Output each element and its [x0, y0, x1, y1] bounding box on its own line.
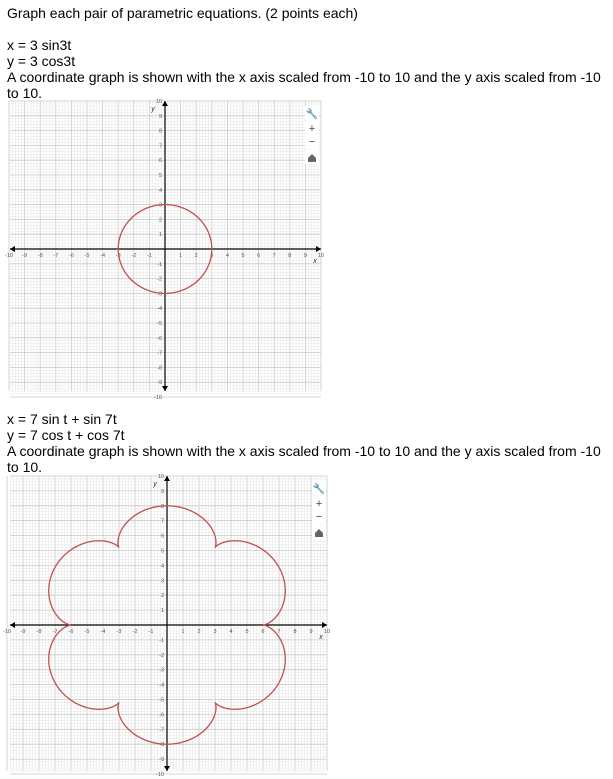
zoom-out-button[interactable] [305, 135, 319, 149]
x-tick-label: -3 [116, 629, 122, 635]
coordinate-graph-1[interactable] [5, 99, 327, 401]
y-tick-label: 10 [155, 99, 162, 105]
y-tick-label: -2 [157, 276, 162, 283]
x-tick-label: 7 [277, 629, 281, 635]
x-axis-label: x [319, 634, 323, 641]
home-button[interactable] [305, 150, 319, 164]
x-tick-label: -10 [5, 253, 13, 259]
zoom-in-button[interactable] [305, 121, 319, 135]
y-tick-label: 8 [160, 503, 164, 510]
x-tick-label: -2 [132, 629, 138, 635]
y-tick-label: -9 [159, 757, 164, 764]
x-tick-label: 10 [317, 253, 325, 259]
y-tick-label: -6 [157, 335, 162, 342]
x-tick-label: 5 [241, 253, 245, 259]
y-tick-label: 3 [158, 202, 162, 209]
x-tick-label: 4 [225, 253, 229, 259]
y-tick-label: -3 [159, 667, 164, 674]
x-tick-label: 9 [303, 253, 307, 259]
x-tick-label: -7 [52, 629, 58, 635]
x-tick-label: -3 [115, 253, 121, 259]
y-tick-label: -8 [157, 365, 162, 372]
zoom-out-label: − [308, 136, 316, 148]
x-tick-label: 4 [229, 629, 233, 635]
y-tick-label: 7 [160, 518, 164, 525]
y-tick-label: -1 [159, 637, 164, 644]
y-tick-label: 9 [160, 488, 164, 495]
y-tick-label: -10 [156, 772, 164, 778]
y-tick-label: 6 [160, 533, 164, 540]
settings-wrench-button[interactable] [305, 106, 319, 120]
y-tick-label: -3 [157, 291, 162, 298]
x-tick-label: 3 [210, 253, 214, 259]
y-tick-label: 4 [160, 563, 164, 570]
equation-x-1: x = 3 sin3t [7, 37, 72, 53]
y-axis-label: y [151, 106, 155, 113]
x-tick-label: -5 [84, 253, 90, 259]
zoom-out-button[interactable] [312, 510, 326, 524]
x-tick-label: 8 [293, 629, 297, 635]
x-tick-label: 1 [179, 253, 183, 259]
y-tick-label: 5 [160, 548, 164, 555]
y-tick-label: 1 [158, 232, 162, 239]
graph-description-1: A coordinate graph is shown with the x axis scaled from -10 to 10 and the y axis scaled from -10 to 10. [7, 69, 601, 101]
y-tick-label: 2 [160, 593, 164, 600]
x-tick-label: 6 [257, 253, 261, 259]
x-tick-label: -6 [68, 629, 74, 635]
x-tick-label: -9 [22, 253, 28, 259]
y-tick-label: -10 [154, 395, 162, 401]
equation-x-2: x = 7 sin t + sin 7t [7, 411, 117, 427]
x-tick-label: -1 [146, 253, 152, 259]
x-tick-label: -1 [148, 629, 154, 635]
equation-y-2: y = 7 cos t + cos 7t [7, 427, 125, 443]
x-tick-label: 1 [181, 629, 185, 635]
y-tick-label: -7 [157, 350, 162, 357]
y-tick-label: -4 [159, 682, 164, 689]
x-tick-label: -9 [20, 629, 26, 635]
y-tick-label: -4 [157, 306, 162, 313]
y-tick-label: 1 [160, 608, 164, 615]
y-tick-label: -1 [157, 261, 162, 268]
x-tick-label: -2 [131, 253, 137, 259]
x-tick-label: -7 [53, 253, 59, 259]
home-button[interactable] [312, 525, 326, 539]
x-tick-label: -4 [100, 629, 106, 635]
wrench-icon: 🔧 [312, 484, 326, 495]
zoom-in-label: + [315, 498, 323, 510]
x-tick-label: 10 [323, 629, 331, 635]
y-tick-label: -6 [159, 712, 164, 719]
x-tick-label: -6 [68, 253, 74, 259]
y-tick-label: -8 [159, 742, 164, 749]
zoom-in-button[interactable] [312, 496, 326, 510]
x-tick-label: 2 [194, 253, 198, 259]
y-tick-label: 7 [158, 143, 162, 150]
x-tick-label: -10 [3, 629, 11, 635]
x-tick-label: 6 [261, 629, 265, 635]
x-tick-label: 3 [213, 629, 217, 635]
x-tick-label: -8 [36, 629, 42, 635]
settings-wrench-button[interactable] [312, 481, 326, 495]
wrench-icon: 🔧 [305, 109, 319, 120]
y-tick-label: -2 [159, 652, 164, 659]
x-tick-label: 2 [197, 629, 201, 635]
zoom-in-label: + [308, 123, 316, 135]
y-tick-label: 6 [158, 158, 162, 165]
y-tick-label: 9 [158, 113, 162, 120]
x-tick-label: -5 [84, 629, 90, 635]
y-axis-label: y [153, 481, 157, 488]
x-tick-label: -8 [37, 253, 43, 259]
y-tick-label: 5 [158, 173, 162, 179]
y-tick-label: -7 [159, 727, 164, 734]
y-tick-label: 3 [160, 578, 164, 585]
y-tick-label: 8 [158, 128, 162, 135]
x-axis-label: x [313, 258, 317, 265]
heading: Graph each pair of parametric equations. (2 points each) [7, 5, 358, 21]
y-tick-label: 10 [157, 474, 164, 480]
x-tick-label: 7 [272, 253, 276, 259]
coordinate-graph-2[interactable] [3, 474, 331, 778]
x-tick-label: 9 [309, 629, 313, 635]
y-tick-label: 4 [158, 187, 162, 194]
zoom-out-label: − [315, 511, 323, 523]
y-tick-label: -5 [157, 321, 162, 327]
x-tick-label: -4 [100, 253, 106, 259]
graph-description-2: A coordinate graph is shown with the x axis scaled from -10 to 10 and the y axis scaled from -10 to 10. [7, 443, 601, 475]
y-tick-label: -5 [159, 697, 164, 704]
y-tick-label: 2 [158, 217, 162, 224]
x-tick-label: 5 [245, 629, 249, 635]
x-tick-label: 8 [288, 253, 292, 259]
y-tick-label: -9 [157, 380, 162, 387]
equation-y-1: y = 3 cos3t [7, 53, 76, 69]
